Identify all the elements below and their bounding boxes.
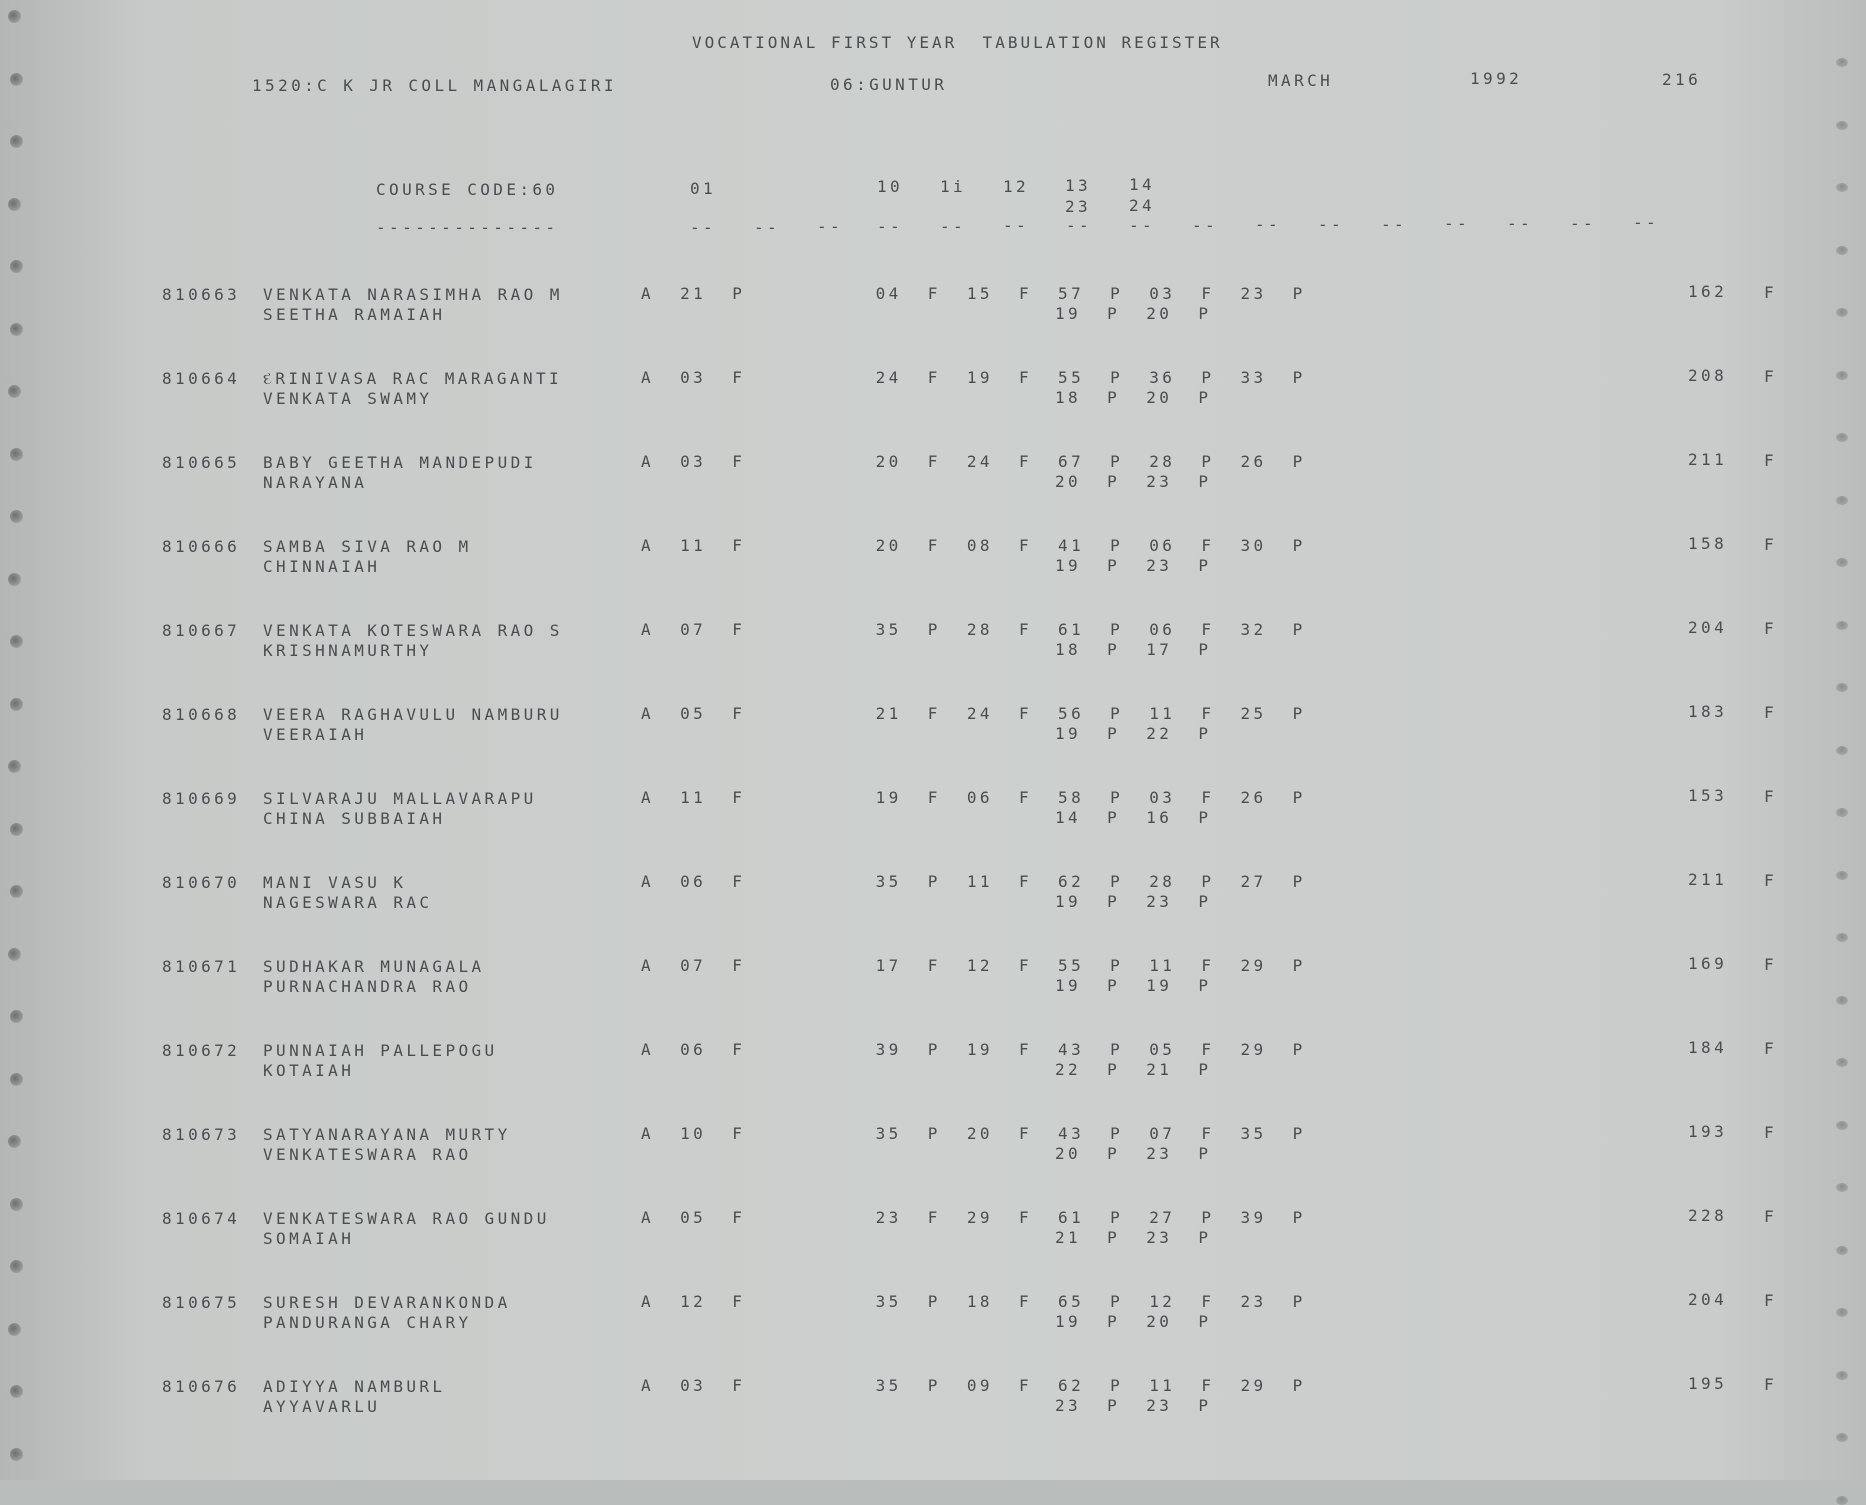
register-title: VOCATIONAL FIRST YEAR TABULATION REGISTER (692, 33, 1223, 52)
result-status: F (1764, 955, 1778, 974)
feed-hole (8, 198, 21, 211)
college-name: 1520:C K JR COLL MANGALAGIRI (252, 76, 617, 95)
column-separator-dash: -- (1507, 214, 1534, 233)
column-header-14-sub: 24 (1129, 196, 1156, 215)
column-separator-dash: -- (754, 218, 781, 237)
feed-hole (1836, 1246, 1848, 1255)
student-name: PUNNAIAH PALLEPOGU (263, 1041, 498, 1060)
marks-line-2: 19 P 23 P (1055, 892, 1212, 911)
marks-line-1: A 12 F 35 P 18 F 65 P 12 F 23 P (641, 1292, 1306, 1311)
parent-name: NARAYANA (263, 473, 368, 492)
column-header-13: 13 (1065, 176, 1092, 195)
total-marks: 195 (1688, 1374, 1728, 1393)
right-tractor-feed-holes (1832, 0, 1856, 1480)
feed-hole (1836, 933, 1848, 942)
result-status: F (1764, 451, 1778, 470)
feed-hole (1836, 246, 1848, 255)
column-separator-dash: -- (1633, 213, 1660, 232)
marks-line-2: 19 P 20 P (1055, 304, 1212, 323)
parent-name: CHINNAIAH (263, 557, 381, 576)
feed-hole (8, 573, 21, 586)
feed-hole (10, 698, 23, 711)
total-marks: 169 (1688, 954, 1728, 973)
total-marks: 211 (1688, 450, 1728, 469)
marks-line-2: 14 P 16 P (1055, 808, 1212, 827)
result-status: F (1764, 1123, 1778, 1142)
marks-line-1: A 06 F 39 P 19 F 43 P 05 F 29 P (641, 1040, 1306, 1059)
parent-name: CHINA SUBBAIAH (263, 809, 446, 828)
marks-line-1: A 10 F 35 P 20 F 43 P 07 F 35 P (641, 1124, 1306, 1143)
result-status: F (1764, 871, 1778, 890)
roll-number: 810674 (162, 1209, 241, 1228)
feed-hole (8, 1135, 21, 1148)
feed-hole (1836, 621, 1848, 630)
marks-line-2: 19 P 23 P (1055, 556, 1212, 575)
feed-hole (8, 10, 21, 23)
column-separator-dash: -- (1318, 215, 1345, 234)
marks-line-1: A 03 F 24 F 19 F 55 P 36 P 33 P (641, 368, 1306, 387)
marks-line-2: 23 P 23 P (1055, 1396, 1212, 1415)
marks-line-2: 19 P 20 P (1055, 1312, 1212, 1331)
total-marks: 153 (1688, 786, 1728, 805)
feed-hole (1836, 308, 1848, 317)
marks-line-2: 19 P 19 P (1055, 976, 1212, 995)
column-separator-dash: -- (1570, 214, 1597, 233)
roll-number: 810675 (162, 1293, 241, 1312)
feed-hole (10, 1010, 23, 1023)
marks-line-1: A 03 F 35 P 09 F 62 P 11 F 29 P (641, 1376, 1306, 1395)
marks-line-2: 19 P 22 P (1055, 724, 1212, 743)
column-header-14: 14 (1129, 175, 1156, 194)
parent-name: PANDURANGA CHARY (263, 1313, 472, 1332)
feed-hole (1836, 1308, 1848, 1317)
marks-line-2: 18 P 17 P (1055, 640, 1212, 659)
feed-hole (10, 323, 23, 336)
result-status: F (1764, 1207, 1778, 1226)
column-header-11: 1i (940, 177, 967, 196)
marks-line-2: 21 P 23 P (1055, 1228, 1212, 1247)
parent-name: NAGESWARA RAC (263, 893, 433, 912)
marks-line-1: A 11 F 19 F 06 F 58 P 03 F 26 P (641, 788, 1306, 807)
roll-number: 810667 (162, 621, 241, 640)
total-marks: 193 (1688, 1122, 1728, 1141)
feed-hole (10, 885, 23, 898)
total-marks: 208 (1688, 366, 1728, 385)
result-status: F (1764, 787, 1778, 806)
student-name: SURESH DEVARANKONDA (263, 1293, 511, 1312)
column-header-13-sub: 23 (1065, 197, 1092, 216)
course-code-underline: -------------- (376, 218, 559, 237)
marks-line-1: A 11 F 20 F 08 F 41 P 06 F 30 P (641, 536, 1306, 555)
roll-number: 810669 (162, 789, 241, 808)
feed-hole (10, 635, 23, 648)
roll-number: 810666 (162, 537, 241, 556)
feed-hole (1836, 683, 1848, 692)
feed-hole (10, 448, 23, 461)
feed-hole (1836, 183, 1848, 192)
column-separator-dash: -- (1003, 216, 1030, 235)
total-marks: 204 (1688, 618, 1728, 637)
feed-hole (1836, 58, 1848, 67)
student-name: SAMBA SIVA RAO M (263, 537, 472, 556)
feed-hole (10, 510, 23, 523)
result-status: F (1764, 283, 1778, 302)
page-number: 216 (1662, 70, 1702, 89)
feed-hole (10, 73, 23, 86)
column-separator-dash: -- (1192, 216, 1219, 235)
column-header-12: 12 (1003, 177, 1030, 196)
marks-line-2: 20 P 23 P (1055, 472, 1212, 491)
student-name: ADIYYA NAMBURL (263, 1377, 446, 1396)
total-marks: 211 (1688, 870, 1728, 889)
feed-hole (10, 1448, 23, 1461)
roll-number: 810665 (162, 453, 241, 472)
roll-number: 810664 (162, 369, 241, 388)
feed-hole (10, 823, 23, 836)
marks-line-1: A 07 F 35 P 28 F 61 P 06 F 32 P (641, 620, 1306, 639)
total-marks: 184 (1688, 1038, 1728, 1057)
feed-hole (10, 1198, 23, 1211)
column-separator-dash: -- (1066, 216, 1093, 235)
roll-number: 810673 (162, 1125, 241, 1144)
feed-hole (1836, 808, 1848, 817)
column-separator-dash: -- (1255, 215, 1282, 234)
feed-hole (8, 948, 21, 961)
total-marks: 162 (1688, 282, 1728, 301)
feed-hole (1836, 1433, 1848, 1442)
student-name: SILVARAJU MALLAVARAPU (263, 789, 537, 808)
exam-year: 1992 (1470, 69, 1523, 88)
roll-number: 810663 (162, 285, 241, 304)
parent-name: KOTAIAH (263, 1061, 355, 1080)
feed-hole (10, 1385, 23, 1398)
roll-number: 810676 (162, 1377, 241, 1396)
marks-line-1: A 06 F 35 P 11 F 62 P 28 P 27 P (641, 872, 1306, 891)
marks-line-1: A 03 F 20 F 24 F 67 P 28 P 26 P (641, 452, 1306, 471)
feed-hole (10, 1260, 23, 1273)
total-marks: 228 (1688, 1206, 1728, 1225)
result-status: F (1764, 619, 1778, 638)
student-name: VEERA RAGHAVULU NAMBURU (263, 705, 563, 724)
feed-hole (1836, 1496, 1848, 1505)
total-marks: 204 (1688, 1290, 1728, 1309)
feed-hole (1836, 996, 1848, 1005)
result-status: F (1764, 367, 1778, 386)
feed-hole (8, 1323, 21, 1336)
parent-name: SEETHA RAMAIAH (263, 305, 446, 324)
parent-name: SOMAIAH (263, 1229, 355, 1248)
result-status: F (1764, 703, 1778, 722)
parent-name: VEERAIAH (263, 725, 368, 744)
column-separator-dash: -- (940, 217, 967, 236)
feed-hole (1836, 1371, 1848, 1380)
feed-hole (1836, 1183, 1848, 1192)
feed-hole (1836, 558, 1848, 567)
marks-line-1: A 05 F 23 F 29 F 61 P 27 P 39 P (641, 1208, 1306, 1227)
column-separator-dash: -- (1129, 216, 1156, 235)
feed-hole (10, 135, 23, 148)
feed-hole (1836, 433, 1848, 442)
exam-month: MARCH (1268, 71, 1334, 90)
marks-line-1: A 21 P 04 F 15 F 57 P 03 F 23 P (641, 284, 1306, 303)
column-separator-dash: -- (690, 218, 717, 237)
roll-number: 810670 (162, 873, 241, 892)
left-tractor-feed-holes (2, 0, 26, 1480)
marks-line-2: 20 P 23 P (1055, 1144, 1212, 1163)
student-name: દRINIVASA RAC MARAGANTI (263, 369, 563, 388)
result-status: F (1764, 1375, 1778, 1394)
feed-hole (1836, 1121, 1848, 1130)
feed-hole (1836, 496, 1848, 505)
parent-name: VENKATA SWAMY (263, 389, 433, 408)
student-name: VENKATESWARA RAO GUNDU (263, 1209, 550, 1228)
marks-line-1: A 07 F 17 F 12 F 55 P 11 F 29 P (641, 956, 1306, 975)
column-header-01: 01 (690, 179, 717, 198)
column-separator-dash: -- (877, 217, 904, 236)
column-separator-dash: -- (1444, 214, 1471, 233)
feed-hole (10, 1073, 23, 1086)
student-name: SATYANARAYANA MURTY (263, 1125, 511, 1144)
student-name: VENKATA NARASIMHA RAO M (263, 285, 563, 304)
total-marks: 158 (1688, 534, 1728, 553)
marks-line-2: 18 P 20 P (1055, 388, 1212, 407)
column-header-10: 10 (877, 177, 904, 196)
parent-name: KRISHNAMURTHY (263, 641, 433, 660)
marks-line-2: 22 P 21 P (1055, 1060, 1212, 1079)
feed-hole (8, 385, 21, 398)
marks-line-1: A 05 F 21 F 24 F 56 P 11 F 25 P (641, 704, 1306, 723)
student-name: VENKATA KOTESWARA RAO S (263, 621, 563, 640)
student-name: SUDHAKAR MUNAGALA (263, 957, 485, 976)
result-status: F (1764, 1291, 1778, 1310)
total-marks: 183 (1688, 702, 1728, 721)
course-code-label: COURSE CODE:60 (376, 180, 559, 199)
column-separator-dash: -- (1381, 215, 1408, 234)
parent-name: PURNACHANDRA RAO (263, 977, 472, 996)
result-status: F (1764, 535, 1778, 554)
result-status: F (1764, 1039, 1778, 1058)
feed-hole (8, 760, 21, 773)
feed-hole (10, 260, 23, 273)
roll-number: 810671 (162, 957, 241, 976)
parent-name: VENKATESWARA RAO (263, 1145, 472, 1164)
district-name: 06:GUNTUR (830, 75, 948, 94)
column-separator-dash: -- (817, 217, 844, 236)
feed-hole (1836, 871, 1848, 880)
parent-name: AYYAVARLU (263, 1397, 381, 1416)
roll-number: 810672 (162, 1041, 241, 1060)
roll-number: 810668 (162, 705, 241, 724)
feed-hole (1836, 121, 1848, 130)
student-name: MANI VASU K (263, 873, 407, 892)
feed-hole (1836, 1058, 1848, 1067)
feed-hole (1836, 746, 1848, 755)
feed-hole (1836, 371, 1848, 380)
student-name: BABY GEETHA MANDEPUDI (263, 453, 537, 472)
